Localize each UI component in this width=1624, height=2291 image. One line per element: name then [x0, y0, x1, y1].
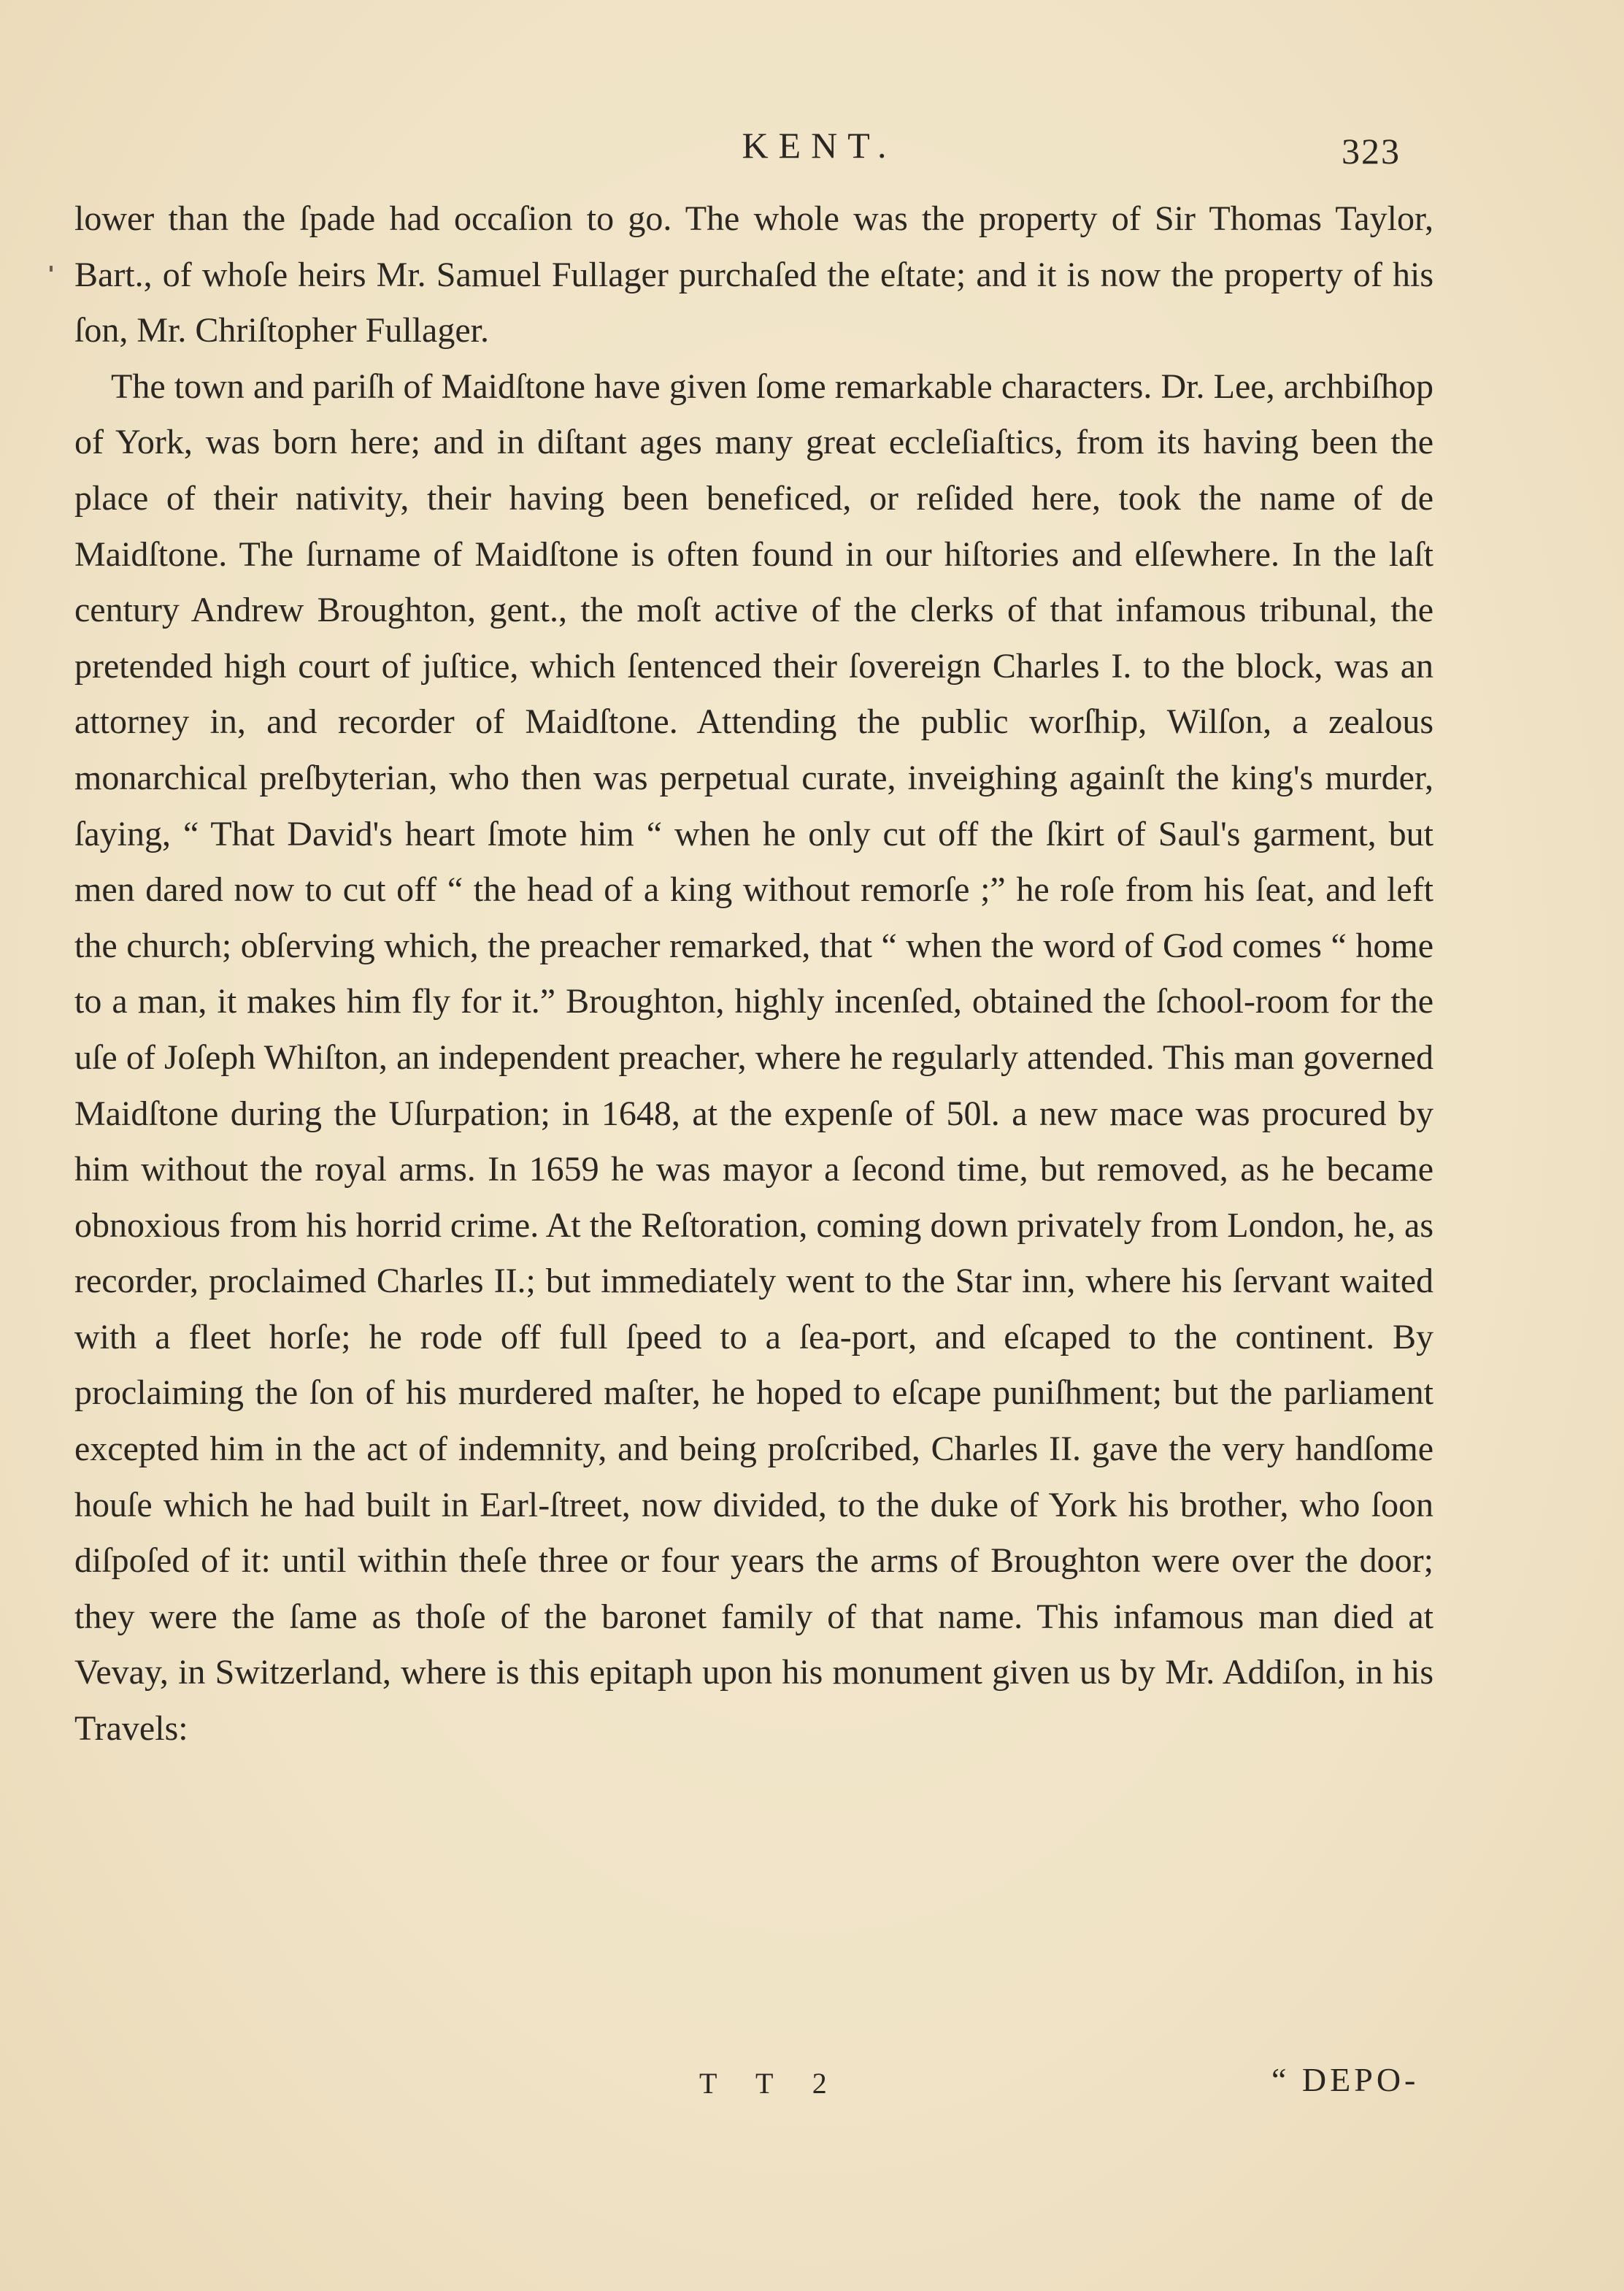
body-text	[74, 191, 1433, 1757]
catchword: “ DEPO-	[1271, 2061, 1420, 2098]
paragraph-maidstone-characters: The town and pariſh of Maidſtone have given ſome remarkable characters. Dr. Lee, archbiſhop of York, was born here; and in diſtant ages many great eccleſiaſtics, from its having been the place of their nativity, their having been beneficed, or reſided here, took the name of de Maidſtone. The ſurname of Maidſtone is often found in our hiſtories and elſewhere. In the laſt century Andrew Broughton, gent., the moſt active of the clerks of that infamous tribunal, the pretended high court of juſtice, which ſentenced their ſovereign Charles I. to the block, was an attorney in, and recorder of Maidſtone. Attending the public worſhip, Wilſon, a zealous monarchical preſbyterian, who then was perpetual curate, inveighing againſt the king's murder, ſaying, “ That David's heart ſmote him “ when he only cut off the ſkirt of Saul's garment, but men dared now to cut off “ the head of a king without remorſe ;” he roſe from his ſeat, and left the church; obſerving which, the preacher remarked, that “ when the word of God comes “ home to a man, it makes him fly for it.” Broughton, highly incenſed, obtained the ſchool-room for the uſe of Joſeph Whiſton, an independent preacher, where he regularly attended. This man governed Maidſtone during the Uſurpation; in 1648, at the expenſe of 50l. a new mace was procured by him without the royal arms. In 1659 he was mayor a ſecond time, but removed, as he became obnoxious from his horrid crime. At the Reſtoration, coming down privately from London, he, as recorder, proclaimed Charles II.; but immediately went to the Star inn, where his ſervant waited with a fleet horſe; he rode off full ſpeed to a ſea-port, and eſcaped to the continent. By proclaiming the ſon of his murdered maſter, he hoped to eſcape puniſhment; but the parliament excepted him in the act of indemnity, and being proſcribed, Charles II. gave the very handſome houſe which he had built in Earl-ſtreet, now divided, to the duke of York his brother, who ſoon diſpoſed of it: until within theſe three or four years the arms of Broughton were over the door; they were the ſame as thoſe of the baronet family of that name. This infamous man died at Vevay, in Switzerland, where is this epitaph upon his monument given us by Mr. Addiſon, in his Travels:	[74, 367, 1433, 1749]
running-title: KENT.	[742, 125, 897, 166]
signature-mark: T T 2	[699, 2067, 843, 2100]
page-number: 323	[1342, 131, 1401, 172]
ink-speck	[50, 266, 53, 272]
paragraph-continuation: lower than the ſpade had occaſion to go. The whole was the property of Sir Thomas Taylor, Bart., of whoſe heirs Mr. Samuel Fullager purchaſed the eſtate; and it is now the property of his ſon, Mr. Chriſtopher Fullager.	[74, 199, 1433, 350]
